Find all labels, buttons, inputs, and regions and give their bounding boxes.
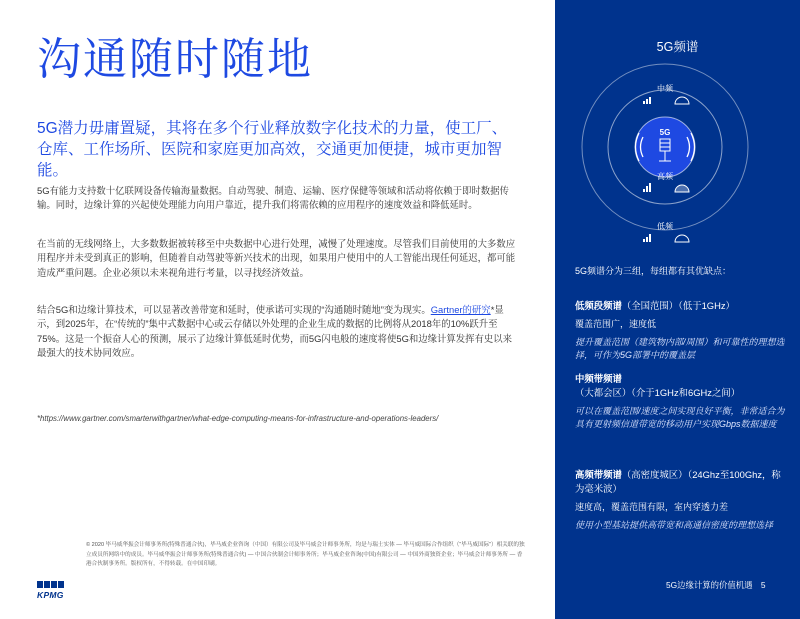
center-label: 5G [659,128,671,137]
p3-text-post: *显示，到2025年，在“传统的”集中式数据中心或云存储以外处理的企业生成的数据的比例将从2018年的10%跃升至75%。这是一个振奋人心的预测，展示了边缘计算低延时优势，而5G闪电般的速度将使5G和边缘计算发挥有史以来最强大的技术协同效应。 [37,304,513,359]
band-desc: 速度高，覆盖范围有限，室内穿透力差 [575,502,729,512]
band-note: 提升覆盖范围（建筑物内部/周围）和可靠性的理想选择，可作为5G部署中的覆盖层 [575,337,785,360]
spectrum-intro: 5G频谱分为三组，每组都有其优缺点： [575,266,732,276]
band-high [575,468,785,532]
band-range: （大都会区）（介于1GHz和6GHz之间） [575,387,741,398]
band-mid [575,372,785,431]
sidebar-title: 5G频谱 [656,40,699,54]
body-paragraph-2: 在当前的无线网络上，大多数数据被转移至中央数据中心进行处理，减慢了处理速度。尽管我们目前使用的大多数应用程序并未受到真正的影响，但随着自动驾驶等新兴技术的出现，如果用户使用中的人工智能出现任何延迟，都可能造成严重问题。企业必须以未来视角进行考量，以寻找经济效益。 [37,238,516,278]
page-footer: 5G边缘计算的价值机遇 5 [666,580,766,590]
body-paragraph-1: 5G有能力支持数十亿联网设备传输海量数据。自动驾驶、制造、运输、医疗保健等领域和活动将依赖于即时数据传输。同时，边缘计算的兴起使处理能力向用户靠近，提升我们将需依赖的应用程序的速度效益和降低延时。 [37,185,509,211]
lead-paragraph: 5G潜力毋庸置疑，其将在多个行业释放数字化技术的力量，使工厂、仓库、工作场所、医院和家庭更加高效，交通更加便捷，城市更加智能。 [37,120,508,179]
band-name: 低频段频谱 [575,300,622,311]
speed-gauge-icon [675,185,689,192]
body-paragraph-3 [37,303,517,361]
band-name: 中频带频谱 [575,373,622,384]
footnote: *https://www.gartner.com/smarterwithgartner/what-edge-computing-means-for-infrastructure-and-operations-leaders/ [37,414,439,423]
low-band-label: 低频 [657,222,673,231]
band-desc: 覆盖范围广，速度低 [575,319,657,329]
band-range: （全国范围）（低于1GHz） [621,300,735,311]
band-low [575,299,785,362]
band-range: （高密度城区）（24Ghz至100Ghz，称为毫米波） [575,469,781,494]
gartner-research-link[interactable]: Gartner的研究 [430,304,491,315]
speed-gauge-icon [675,235,689,242]
high-band-label: 高频 [657,172,673,181]
speed-gauge-icon [675,97,689,104]
spectrum-diagram [555,55,800,260]
copyright-text: © 2020 毕马威华振会计师事务所(特殊普通合伙)，毕马威企业咨询（中国）有限公司及毕马威会计师事务所，均是与瑞士实体 — 毕马威国际合作组织（“毕马威国际”）相关联的独立成员所网络中的成员。毕马威华振会计师事务所(特殊普通合伙) — 中国合伙制会计师事务所；毕马威企业咨询(中国)有限公司 — 中国外商独资企业；毕马威会计师事务所 — 香港合伙制事务所。版权所有，不得转载。在中国印刷。 [86,542,525,568]
band-note: 使用小型基站提供高带宽和高通信密度的理想选择 [575,520,774,530]
signal-bars-icon [643,97,651,104]
kpmg-logo-text: KPMG [37,590,64,600]
page-title: 沟通随时随地 [37,35,313,84]
signal-bars-icon [643,183,651,192]
signal-bars-icon [643,234,651,242]
sidebar-panel [555,0,800,619]
mid-band-label: 中频 [657,84,673,93]
band-note: 可以在覆盖范围/速度之间实现良好平衡，非常适合为具有更射频信道带宽的移动用户实现Gbps数据速度 [575,406,785,429]
p3-text-pre: 结合5G和边缘计算技术，可以显著改善带宽和延时，使承诺可实现的“沟通随时随地”变为现实。 [37,304,431,315]
band-name: 高频带频谱 [575,469,622,480]
